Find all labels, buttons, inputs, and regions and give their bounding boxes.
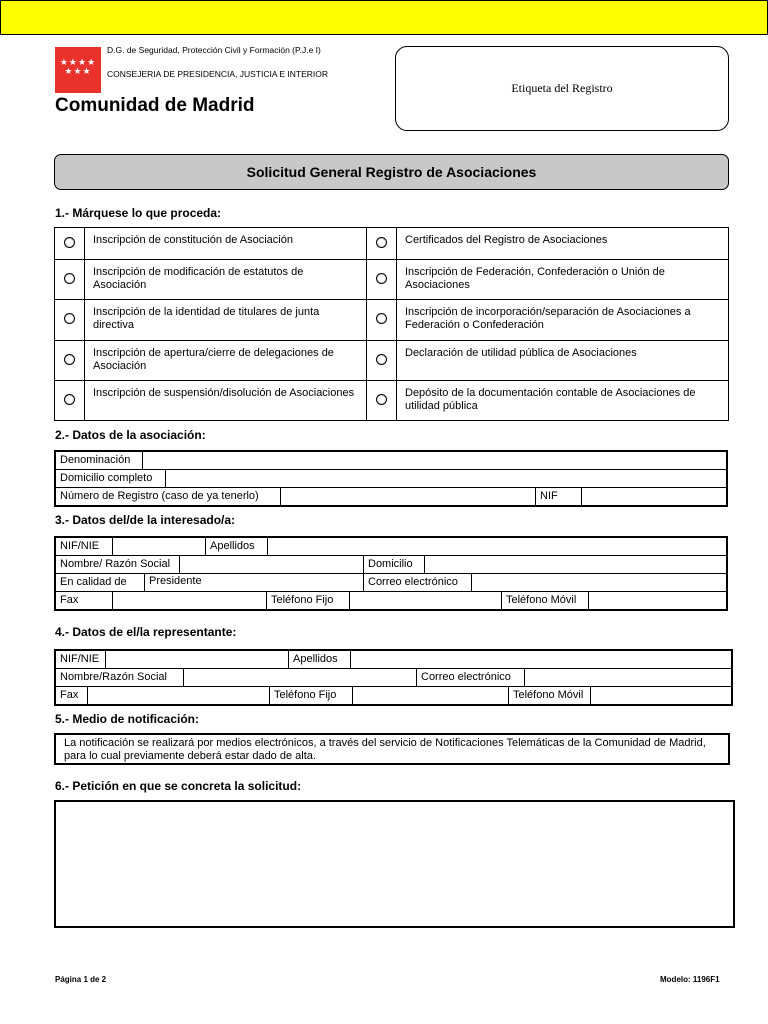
tel-movil-input[interactable] (591, 687, 731, 704)
section1-heading: 1.- Márquese lo que proceda: (55, 206, 222, 220)
dept-line: D.G. de Seguridad, Protección Civil y Formación (P.J.e I) (107, 45, 321, 55)
radio-button[interactable] (376, 237, 387, 248)
notificacion-text: La notificación se realizará por medios electrónicos, a través del servicio de Notificaciones Telemáticas de la Comunidad de Madrid, para lo cual previamente deberá estar dado de alta. (54, 733, 730, 765)
form-row (56, 592, 726, 609)
domicilio-input[interactable] (166, 470, 726, 487)
domicilio-label: Domicilio (364, 556, 425, 573)
form-row (56, 538, 726, 556)
option-label: Inscripción de apertura/cierre de delegaciones de Asociación (85, 341, 367, 381)
nombre-label: Nombre/Razón Social (56, 669, 184, 686)
option-label: Inscripción de la identidad de titulares de junta directiva (85, 300, 367, 341)
nombre-input[interactable] (184, 669, 417, 686)
nif-nie-label: NIF/NIE (56, 538, 113, 555)
apellidos-input[interactable] (351, 651, 731, 668)
org-name: Comunidad de Madrid (55, 95, 255, 116)
tel-fijo-input[interactable] (350, 592, 502, 609)
correo-label: Correo electrónico (364, 574, 472, 591)
option-label: Certificados del Registro de Asociaciones (397, 228, 729, 260)
nif-input[interactable] (582, 488, 726, 505)
radio-cell[interactable] (367, 228, 397, 260)
denominacion-label: Denominación (56, 452, 143, 469)
apellidos-input[interactable] (268, 538, 726, 555)
correo-input[interactable] (525, 669, 731, 686)
asociacion-form (54, 450, 728, 507)
radio-cell[interactable] (55, 381, 85, 421)
option-label: Inscripción de modificación de estatutos de Asociación (85, 260, 367, 300)
radio-cell[interactable] (55, 228, 85, 260)
option-label: Inscripción de suspensión/disolución de Asociaciones (85, 381, 367, 421)
form-row (56, 452, 726, 470)
option-label: Inscripción de incorporación/separación de Asociaciones a Federación o Confederación (397, 300, 729, 341)
tel-movil-input[interactable] (589, 592, 726, 609)
nif-nie-input[interactable] (106, 651, 289, 668)
radio-cell[interactable] (367, 341, 397, 381)
radio-button[interactable] (376, 394, 387, 405)
logo-stars-icon: ★★★★ ★★★ (59, 58, 97, 77)
fax-label: Fax (56, 687, 88, 704)
section3-heading: 3.- Datos del/de la interesado/a: (55, 513, 236, 527)
radio-cell[interactable] (367, 300, 397, 341)
calidad-input[interactable]: Presidente (144, 574, 364, 591)
radio-button[interactable] (64, 273, 75, 284)
numero-registro-input[interactable] (281, 488, 536, 505)
interesado-form (54, 536, 728, 611)
section6-heading: 6.- Petición en que se concreta la solicitud: (55, 779, 302, 793)
form-row (56, 669, 731, 687)
radio-button[interactable] (64, 394, 75, 405)
nif-nie-label: NIF/NIE (56, 651, 106, 668)
option-label: Depósito de la documentación contable de Asociaciones de utilidad pública (397, 381, 729, 421)
form-title (54, 154, 729, 190)
correo-label: Correo electrónico (417, 669, 525, 686)
radio-button[interactable] (64, 237, 75, 248)
domicilio-input[interactable] (425, 556, 726, 573)
apellidos-label: Apellidos (289, 651, 351, 668)
radio-button[interactable] (376, 313, 387, 324)
fax-label: Fax (56, 592, 113, 609)
denominacion-input[interactable] (143, 452, 726, 469)
radio-cell[interactable] (367, 381, 397, 421)
numero-registro-label: Número de Registro (caso de ya tenerlo) (56, 488, 281, 505)
form-row (56, 687, 731, 704)
tel-movil-label: Teléfono Móvil (502, 592, 589, 609)
form-row (56, 651, 731, 669)
page-number: Página 1 de 2 (55, 975, 107, 984)
tel-fijo-input[interactable] (353, 687, 509, 704)
registro-label: Etiqueta del Registro (511, 81, 613, 95)
radio-cell[interactable] (367, 260, 397, 300)
form-row (56, 556, 726, 574)
top-yellow-bar (0, 0, 768, 35)
radio-button[interactable] (376, 273, 387, 284)
section4-heading: 4.- Datos de el/la representante: (55, 625, 237, 639)
option-label: Inscripción de constitución de Asociación (85, 228, 367, 260)
fax-input[interactable] (113, 592, 267, 609)
form-row (56, 574, 726, 592)
options-table (54, 227, 729, 421)
nombre-input[interactable] (180, 556, 364, 573)
correo-input[interactable] (472, 574, 726, 591)
radio-button[interactable] (64, 354, 75, 365)
peticion-textarea[interactable] (54, 800, 735, 928)
apellidos-label: Apellidos (206, 538, 268, 555)
madrid-logo (55, 47, 101, 93)
radio-button[interactable] (376, 354, 387, 365)
domicilio-label: Domicilio completo (56, 470, 166, 487)
representante-form (54, 649, 733, 706)
fax-input[interactable] (88, 687, 270, 704)
form-title-text: Solicitud General Registro de Asociaciones (246, 164, 537, 180)
section2-heading: 2.- Datos de la asociación: (55, 428, 206, 442)
section5-heading: 5.- Medio de notificación: (55, 712, 200, 726)
registro-label-box (395, 46, 729, 131)
nif-nie-input[interactable] (113, 538, 206, 555)
option-label: Inscripción de Federación, Confederación o Unión de Asociaciones (397, 260, 729, 300)
radio-button[interactable] (64, 313, 75, 324)
option-label: Declaración de utilidad pública de Asociaciones (397, 341, 729, 381)
radio-cell[interactable] (55, 260, 85, 300)
form-row (56, 470, 726, 488)
tel-fijo-label: Teléfono Fijo (270, 687, 353, 704)
nif-label: NIF (536, 488, 582, 505)
consejeria-line: CONSEJERIA DE PRESIDENCIA, JUSTICIA E INTERIOR (107, 69, 329, 79)
tel-fijo-label: Teléfono Fijo (267, 592, 350, 609)
radio-cell[interactable] (55, 300, 85, 341)
nombre-label: Nombre/ Razón Social (56, 556, 180, 573)
tel-movil-label: Teléfono Móvil (509, 687, 591, 704)
modelo-number: Modelo: 1196F1 (660, 975, 720, 984)
calidad-label: En calidad de (60, 576, 127, 588)
radio-cell[interactable] (55, 341, 85, 381)
form-row (56, 488, 726, 505)
